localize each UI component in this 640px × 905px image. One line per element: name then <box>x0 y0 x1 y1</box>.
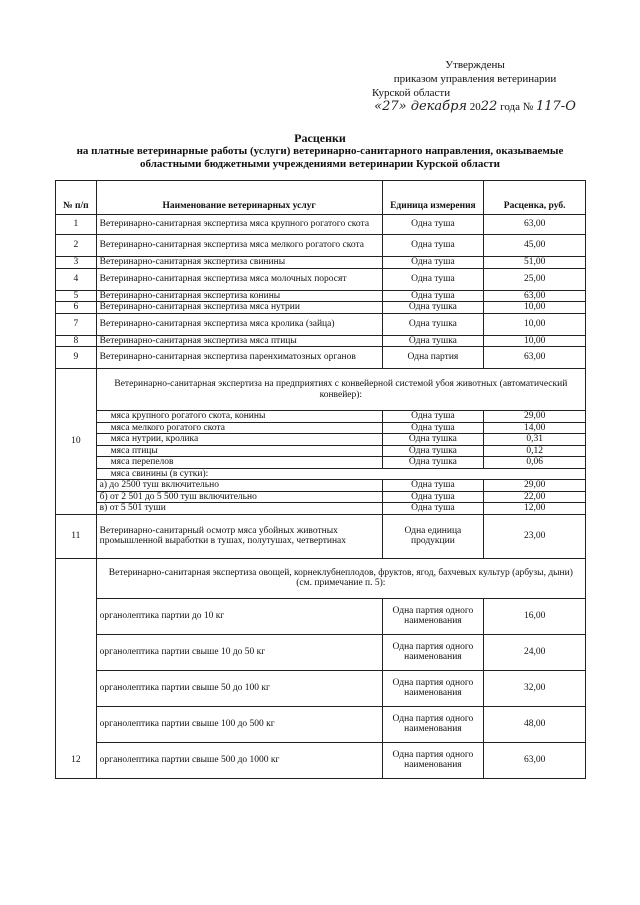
item-name: мяса крупного рогатого скота, конины <box>96 411 382 423</box>
group-header: Ветеринарно-санитарная экспертиза овощей, корнеклубнеплодов, фруктов, ягод, бахчевых культур (арбузы, дыни) (см. примечание п. 5): <box>96 558 585 598</box>
service-name: Ветеринарно-санитарная экспертиза мяса кролика (зайца) <box>96 313 382 335</box>
price-cell: 22,00 <box>484 491 586 503</box>
item-name: мяса перепелов <box>96 457 382 469</box>
price-cell: 0,06 <box>484 457 586 469</box>
price-cell: 0,31 <box>484 434 586 446</box>
approval-date-line <box>360 100 590 114</box>
table-row <box>56 268 586 290</box>
table-row <box>56 313 586 335</box>
price-cell: 45,00 <box>484 235 586 257</box>
unit-cell: Одна туша <box>382 491 484 503</box>
unit-cell: Одна единица продукции <box>382 514 484 558</box>
service-name: Ветеринарно-санитарная экспертиза мяса нутрии <box>96 302 382 314</box>
unit-cell: Одна туша <box>382 268 484 290</box>
price-cell: 23,00 <box>484 514 586 558</box>
price-cell: 63,00 <box>484 215 586 235</box>
price-cell: 10,00 <box>484 313 586 335</box>
item-name: органолептика партии до 10 кг <box>96 598 382 634</box>
unit-cell: Одна тушка <box>382 302 484 314</box>
price-cell: 25,00 <box>484 268 586 290</box>
row-number: 6 <box>56 302 97 314</box>
title-main: Расценки <box>294 131 346 145</box>
handwritten-date: «27» декабря <box>374 99 468 114</box>
unit-cell: Одна партия одного наименования <box>382 706 484 742</box>
handwritten-year: 22 <box>480 99 498 114</box>
unit-cell: Одна тушка <box>382 313 484 335</box>
price-cell: 48,00 <box>484 706 586 742</box>
group-item-row <box>56 598 586 634</box>
pork-label-row <box>56 468 586 480</box>
price-cell: 0,12 <box>484 445 586 457</box>
row-number: 9 <box>56 347 97 369</box>
unit-cell: Одна партия одного наименования <box>382 670 484 706</box>
price-cell: 29,00 <box>484 411 586 423</box>
unit-cell: Одна партия одного наименования <box>382 742 484 778</box>
service-name: Ветеринарно-санитарная экспертиза мяса мелкого рогатого скота <box>96 235 382 257</box>
unit-cell: Одна партия одного наименования <box>382 598 484 634</box>
header-num: № п/п <box>56 181 97 215</box>
item-name: органолептика партии свыше 50 до 100 кг <box>96 670 382 706</box>
price-cell: 24,00 <box>484 634 586 670</box>
unit-cell: Одна туша <box>382 480 484 492</box>
unit-cell: Одна туша <box>382 422 484 434</box>
group-row-12-header <box>56 558 586 598</box>
price-cell: 12,00 <box>484 503 586 515</box>
group-item-row <box>56 445 586 457</box>
row-number: 7 <box>56 313 97 335</box>
service-name: Ветеринарно-санитарная экспертиза конины <box>96 290 382 302</box>
table-row <box>56 335 586 347</box>
unit-cell: Одна партия одного наименования <box>382 634 484 670</box>
row-number: 4 <box>56 268 97 290</box>
row-number: 12 <box>56 558 97 778</box>
item-name: мяса птицы <box>96 445 382 457</box>
unit-cell: Одна тушка <box>382 434 484 446</box>
row-number: 11 <box>56 514 97 558</box>
group-item-row <box>56 742 586 778</box>
group-row-10-header <box>56 369 586 411</box>
price-cell: 10,00 <box>484 335 586 347</box>
header-unit: Единица измерения <box>382 181 484 215</box>
table-header <box>56 181 586 215</box>
price-cell: 63,00 <box>484 347 586 369</box>
item-name: мяса нутрии, кролика <box>96 434 382 446</box>
unit-cell: Одна туша <box>382 411 484 423</box>
unit-cell: Одна тушка <box>382 457 484 469</box>
handwritten-number: 117-О <box>535 99 576 114</box>
pork-label: мяса свинины (в сутки): <box>96 468 585 480</box>
row-number: 5 <box>56 290 97 302</box>
service-name: Ветеринарно-санитарная экспертиза свинины <box>96 257 382 269</box>
approval-line-3: Курской области <box>372 87 451 99</box>
approval-block <box>360 58 590 114</box>
unit-cell: Одна туша <box>382 235 484 257</box>
group-item-row <box>56 491 586 503</box>
header-price: Расценка, руб. <box>484 181 586 215</box>
price-cell: 29,00 <box>484 480 586 492</box>
group-item-row <box>56 503 586 515</box>
group-item-row <box>56 634 586 670</box>
table-row <box>56 235 586 257</box>
group-item-row <box>56 480 586 492</box>
group-item-row <box>56 706 586 742</box>
service-name: Ветеринарно-санитарная экспертиза мяса крупного рогатого скота <box>96 215 382 235</box>
service-name: Ветеринарно-санитарный осмотр мяса убойных животных промышленной выработки в тушах, полутушах, четвертинах <box>96 514 382 558</box>
table-row <box>56 302 586 314</box>
row-number: 3 <box>56 257 97 269</box>
unit-cell: Одна тушка <box>382 335 484 347</box>
header-name: Наименование ветеринарных услуг <box>96 181 382 215</box>
group-item-row <box>56 457 586 469</box>
approval-line-1: Утверждены <box>445 59 505 71</box>
group-header: Ветеринарно-санитарная экспертиза на предприятиях с конвейерной системой убоя животных (автоматический конвейер): <box>96 369 585 411</box>
service-name: Ветеринарно-санитарная экспертиза мяса молочных поросят <box>96 268 382 290</box>
row-number: 10 <box>56 369 97 515</box>
group-item-row <box>56 434 586 446</box>
item-name: органолептика партии свыше 100 до 500 кг <box>96 706 382 742</box>
price-cell: 32,00 <box>484 670 586 706</box>
year-prefix: 20 <box>469 101 481 113</box>
group-item-row <box>56 422 586 434</box>
table-row <box>56 290 586 302</box>
row-number: 2 <box>56 235 97 257</box>
service-name: Ветеринарно-санитарная экспертиза мяса птицы <box>96 335 382 347</box>
price-cell: 16,00 <box>484 598 586 634</box>
row-number: 8 <box>56 335 97 347</box>
table-row <box>56 514 586 558</box>
unit-cell: Одна туша <box>382 257 484 269</box>
title-sub-2: областными бюджетными учреждениями ветеринарии Курской области <box>140 158 500 170</box>
item-name: органолептика партии свыше 500 до 1000 кг <box>96 742 382 778</box>
group-item-row <box>56 411 586 423</box>
price-cell: 63,00 <box>484 742 586 778</box>
unit-cell: Одна туша <box>382 503 484 515</box>
price-cell: 14,00 <box>484 422 586 434</box>
item-name: мяса мелкого рогатого скота <box>96 422 382 434</box>
unit-cell: Одна тушка <box>382 445 484 457</box>
table-row <box>56 347 586 369</box>
price-cell: 51,00 <box>484 257 586 269</box>
table-row <box>56 215 586 235</box>
year-word: года № <box>500 101 534 113</box>
service-name: Ветеринарно-санитарная экспертиза паренхиматозных органов <box>96 347 382 369</box>
unit-cell: Одна партия <box>382 347 484 369</box>
item-name: в) от 5 501 туши <box>96 503 382 515</box>
approval-line-2: приказом управления ветеринарии <box>393 73 557 85</box>
document-title <box>60 132 580 171</box>
item-name: органолептика партии свыше 10 до 50 кг <box>96 634 382 670</box>
price-table <box>55 180 586 779</box>
price-cell: 63,00 <box>484 290 586 302</box>
price-cell: 10,00 <box>484 302 586 314</box>
unit-cell: Одна туша <box>382 290 484 302</box>
row-number: 1 <box>56 215 97 235</box>
unit-cell: Одна туша <box>382 215 484 235</box>
item-name: б) от 2 501 до 5 500 туш включительно <box>96 491 382 503</box>
group-item-row <box>56 670 586 706</box>
table-row <box>56 257 586 269</box>
item-name: а) до 2500 туш включительно <box>96 480 382 492</box>
title-sub-1: на платные ветеринарные работы (услуги) ветеринарно-санитарного направления, оказываемые <box>76 145 564 157</box>
